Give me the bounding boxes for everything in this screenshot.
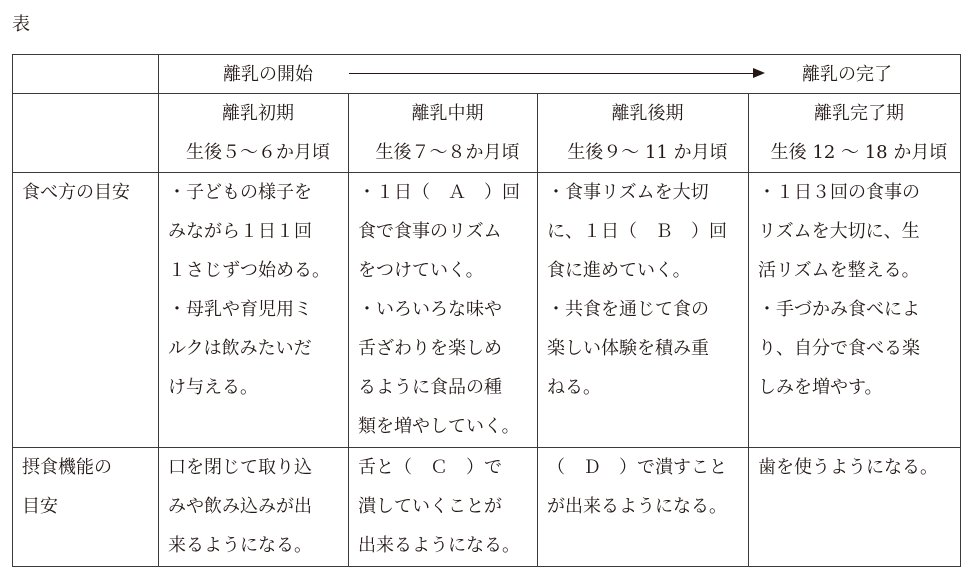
- cell-line: 口を閉じて取り込: [168, 457, 312, 478]
- cell-line: ルクは飲みたいだ: [168, 338, 312, 359]
- stage-age: 生後 12 ～ 18 か月頃: [770, 142, 948, 163]
- cell-line: 食で食事のリズム: [358, 221, 502, 242]
- row-label-eating: [13, 173, 159, 448]
- cell-line: ・共食を通じて食の: [547, 299, 709, 320]
- stage-header-row: [13, 94, 961, 173]
- cell-line: ねる。: [547, 377, 601, 398]
- cell-line: ・１日３回の食事の: [758, 182, 920, 203]
- flow-arrow-icon: [349, 73, 767, 83]
- cell-line: 類を増やしていく。: [358, 416, 520, 437]
- stage-age: 生後９～ 11 か月頃: [567, 142, 728, 163]
- cell-line: 来るようになる。: [168, 535, 312, 556]
- table-caption: 表: [12, 14, 30, 35]
- flow-end-label: 離乳の完了: [802, 64, 892, 85]
- cell-line: （ Ｄ ）で潰すこと: [547, 457, 727, 478]
- stage-cell: [349, 94, 538, 173]
- row-label-text: 食べ方の目安: [22, 182, 130, 203]
- cell-line: 潰していくことが: [358, 496, 502, 517]
- stage-cell: [749, 94, 961, 173]
- stage-name: 離乳後期: [611, 103, 684, 124]
- flow-cell: [159, 55, 961, 94]
- cell-line: ・いろいろな味や: [358, 299, 502, 320]
- stage-age: 生後７～８か月頃: [375, 142, 520, 163]
- cell-line: みや飲み込みが出: [168, 496, 312, 517]
- cell-line: るように食品の種: [358, 377, 502, 398]
- row-label-text: 摂食機能の: [22, 457, 112, 478]
- function-cell: [349, 448, 538, 567]
- stage-name: 離乳初期: [222, 103, 294, 124]
- cell-line: ・子どもの様子を: [168, 182, 312, 203]
- cell-line: ・１日（ Ａ ）回: [358, 182, 520, 203]
- eating-cell: [349, 173, 538, 448]
- row-label-function: [13, 448, 159, 567]
- cell-line: をつけていく。: [358, 260, 484, 281]
- flow-row: [13, 55, 961, 94]
- cell-line: 舌と（ Ｃ ）で: [358, 457, 502, 478]
- cell-line: ・母乳や育児用ミ: [168, 299, 312, 320]
- function-cell: [749, 448, 961, 567]
- cell-line: １さじずつ始める。: [168, 260, 330, 281]
- cell-line: 食に進めていく。: [547, 260, 691, 281]
- cell-line: 歯を使うようになる。: [758, 457, 938, 478]
- cell-line: しみを増やす。: [758, 377, 883, 398]
- eating-cell: [749, 173, 961, 448]
- cell-line: が出来るようになる。: [547, 496, 727, 517]
- stage-age: 生後５～６か月頃: [186, 142, 330, 163]
- stage-name: 離乳中期: [411, 103, 484, 124]
- stage-cell: [538, 94, 749, 173]
- eating-cell: [538, 173, 749, 448]
- cell-line: 舌ざわりを楽しめ: [358, 338, 502, 359]
- cell-line: け与える。: [168, 377, 258, 398]
- row-label-text: 目安: [22, 496, 58, 517]
- eating-guide-row: [13, 173, 961, 448]
- function-cell: [538, 448, 749, 567]
- cell-line: り、自分で食べる楽: [758, 338, 920, 359]
- stage-row-label: [13, 94, 159, 173]
- feeding-function-row: [13, 448, 961, 567]
- eating-cell: [159, 173, 349, 448]
- cell-line: リズムを大切に、生: [758, 221, 920, 242]
- cell-line: 楽しい体験を積み重: [547, 338, 709, 359]
- stage-cell: [159, 94, 349, 173]
- cell-line: ・食事リズムを大切: [547, 182, 709, 203]
- cell-line: に、１日（ Ｂ ）回: [547, 221, 727, 242]
- weaning-table: [12, 54, 961, 567]
- cell-line: みながら１日１回: [168, 221, 312, 242]
- cell-line: ・手づかみ食べによ: [758, 299, 920, 320]
- function-cell: [159, 448, 349, 567]
- cell-line: 出来るようになる。: [358, 535, 520, 556]
- flow-start-label: 離乳の開始: [223, 64, 313, 85]
- stage-name: 離乳完了期: [814, 103, 904, 124]
- corner-cell: [13, 55, 159, 94]
- cell-line: 活リズムを整える。: [758, 260, 920, 281]
